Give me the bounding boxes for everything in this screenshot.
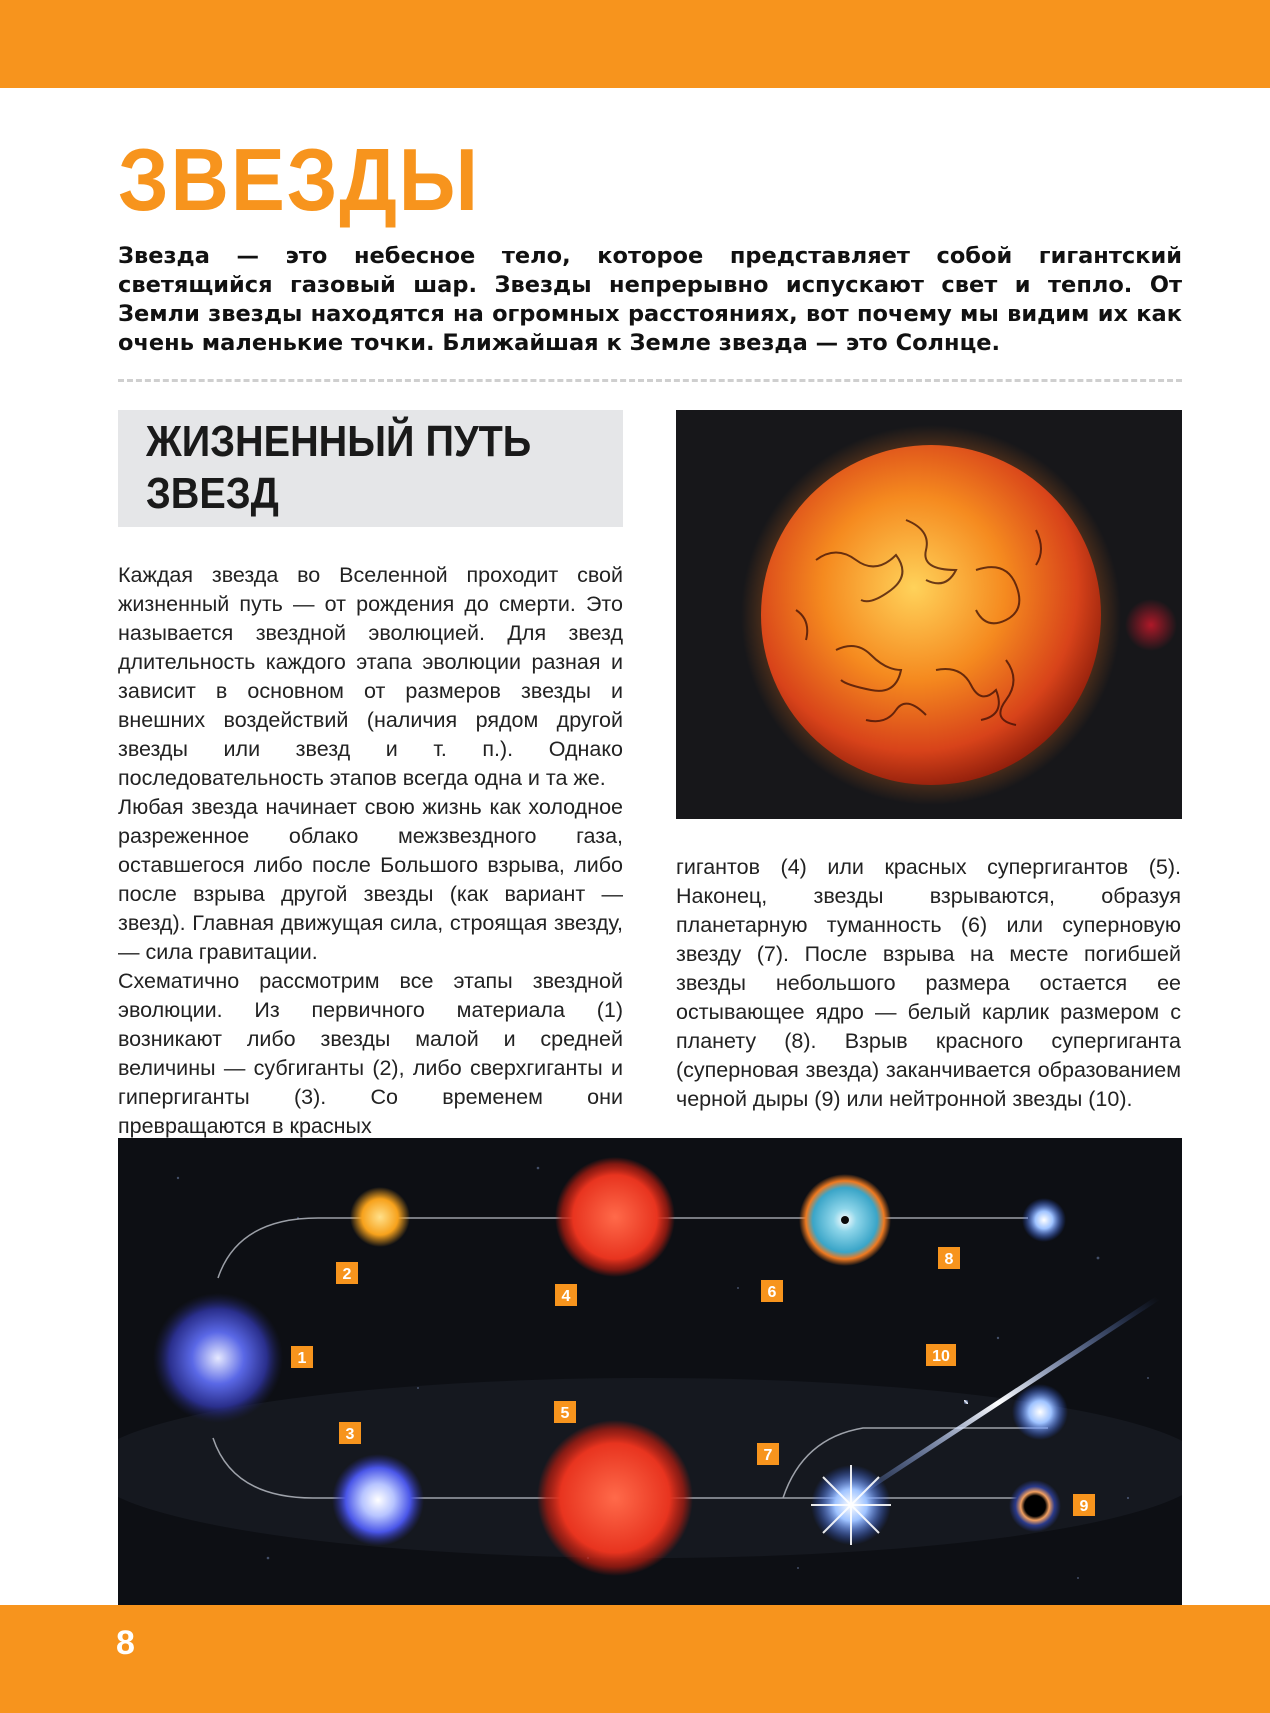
- left-text-column: [118, 561, 623, 1141]
- svg-text:2: 2: [342, 1266, 352, 1283]
- neutron-star: [1012, 1384, 1068, 1440]
- star-illustration: [676, 410, 1182, 819]
- hypergiant-star: [332, 1454, 424, 1546]
- dashed-divider: [118, 379, 1182, 382]
- white-dwarf: [1022, 1198, 1066, 1242]
- bottom-banner: [0, 1605, 1270, 1713]
- section-heading: [146, 416, 569, 520]
- red-supergiant-star: [537, 1420, 693, 1576]
- star-sphere: [761, 445, 1101, 785]
- star-photo: [676, 410, 1182, 819]
- right-text-column: [676, 853, 1181, 1114]
- black-hole: [1009, 1480, 1061, 1532]
- svg-text:5: 5: [560, 1405, 570, 1422]
- label-1: [291, 1346, 313, 1368]
- svg-text:10: 10: [932, 1348, 950, 1365]
- label-10: [926, 1344, 956, 1366]
- page-number: 8: [116, 1624, 135, 1662]
- label-8: [938, 1247, 960, 1269]
- svg-text:3: 3: [345, 1426, 355, 1443]
- top-banner: [0, 0, 1270, 88]
- paragraph-continuation: гигантов (4) или красных супергигантов (5). Наконец, звезды взрываются, образуя планетарную туманность (6) или суперновую звезду (7). После взрыва на месте погибшей звезды небольшого размера остается ее остывающее ядро — белый карлик размером с планету (8). Взрыв красного супергиганта (суперновая звезда) заканчивается образованием черной дыры (9) или нейтронной звезды (10).: [676, 855, 1181, 1111]
- paragraph-gas-cloud: Любая звезда начинает свою жизнь как холодное разреженное облако межзвездного газа, оставшегося либо после Большого взрыва, либо после взрыва другой звезды (как вариант — звезд). Главная движущая сила, строящая звезду, — сила гравитации.: [118, 795, 623, 964]
- subgiant-star: [350, 1187, 410, 1247]
- supernova: [811, 1465, 891, 1545]
- label-5: [554, 1401, 576, 1423]
- svg-text:4: 4: [561, 1288, 571, 1305]
- section-heading-line2: ЗВЕЗД: [146, 469, 279, 518]
- label-2: [336, 1262, 358, 1284]
- paragraph-evolution: Каждая звезда во Вселенной проходит свой жизненный путь — от рождения до смерти. Это называется звездной эволюцией. Для звезд длительность каждого этапа эволюции разная и зависит в основном от размеров звезды и внешних воздействий (наличия рядом другой звезды или звезд и т. п.). Однако последовательность этапов всегда одна и та же.: [118, 563, 623, 790]
- stellar-evolution-diagram: [118, 1138, 1182, 1605]
- svg-text:9: 9: [1079, 1498, 1089, 1515]
- svg-text:6: 6: [767, 1284, 777, 1301]
- red-giant-star: [555, 1157, 675, 1277]
- svg-text:1: 1: [297, 1350, 307, 1367]
- gas-cloud: [153, 1293, 283, 1423]
- red-nebula: [1125, 599, 1177, 651]
- label-4: [555, 1284, 577, 1306]
- label-6: [761, 1280, 783, 1302]
- svg-text:7: 7: [763, 1447, 773, 1464]
- label-9: [1073, 1494, 1095, 1516]
- label-7: [757, 1443, 779, 1465]
- intro-paragraph: Звезда — это небесное тело, которое представляет собой гигантский светящийся газовый шар. Звезды непрерывно испускают свет и тепло. От Земли звезды находятся на огромных расстояниях, вот почему мы видим их как очень маленькие точки. Ближайшая к Земле звезда — это Солнце.: [118, 243, 1182, 356]
- page-title: ЗВЕЗДЫ: [118, 130, 480, 229]
- paragraph-stages: Схематично рассмотрим все этапы звездной эволюции. Из первичного материала (1) возникают либо звезды малой и средней величины — субгиганты (2), либо сверхгиганты и гипергиганты (3). Со временем они превращаются в красных: [118, 969, 623, 1138]
- svg-text:8: 8: [944, 1251, 954, 1268]
- label-3: [339, 1422, 361, 1444]
- section-heading-line1: ЖИЗНЕННЫЙ ПУТЬ: [146, 417, 532, 466]
